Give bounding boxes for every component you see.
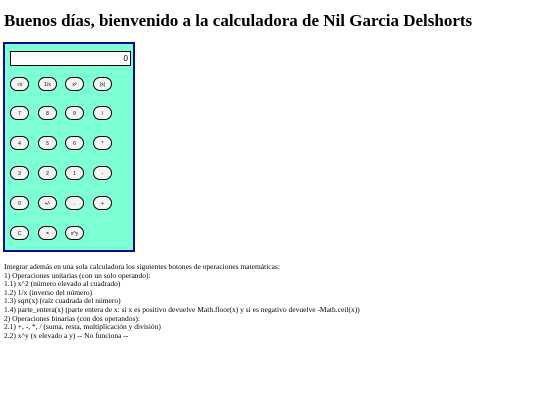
equals-button[interactable]: =	[38, 226, 57, 240]
digit-4-button[interactable]: 4	[10, 136, 29, 150]
instructions-line: 2.1) +, -, *, / (suma, resta, multiplicación y división)	[4, 322, 161, 332]
subtract-button[interactable]: -	[93, 166, 112, 180]
digit-9-button[interactable]: 9	[65, 106, 84, 120]
multiply-button[interactable]: *	[93, 136, 112, 150]
add-button[interactable]: +	[93, 196, 112, 210]
negate-button[interactable]: +/-	[38, 196, 57, 210]
instructions-intro: Integrar además en una sola calculadora los siguientes botones de operaciones matemáticas:	[4, 262, 280, 271]
square-button[interactable]: x²	[65, 77, 84, 91]
digit-7-button[interactable]: 7	[10, 106, 29, 120]
digit-2-button[interactable]: 2	[38, 166, 57, 180]
calculator-display: 0	[10, 51, 131, 66]
reciprocal-button[interactable]: 1/x	[38, 77, 57, 91]
calculator	[3, 42, 135, 252]
instructions-line: 1.2) 1/x (inverso del número)	[4, 287, 93, 297]
digit-0-button[interactable]: 0	[10, 196, 29, 210]
instructions-line: 1.4) parte_entera(x) (parte entera de x: si x es positivo devuelve Math.floor(x) y si es negativo devuelve -Math.ceil(x))	[4, 304, 360, 314]
decimal-point-button[interactable]: .	[65, 196, 84, 210]
power-button[interactable]: x^y	[65, 226, 84, 240]
digit-1-button[interactable]: 1	[65, 166, 84, 180]
instructions-line: 1.1) x^2 (número elevado al cuadrado)	[4, 279, 121, 289]
sqrt-button[interactable]: √x	[10, 77, 29, 91]
clear-button[interactable]: C	[10, 226, 29, 240]
integer-part-button[interactable]: |x|	[93, 77, 112, 91]
digit-3-button[interactable]: 3	[10, 166, 29, 180]
instructions-text	[4, 263, 360, 340]
digit-8-button[interactable]: 8	[38, 106, 57, 120]
instructions-line: 2.2) x^y (x elevado a y) -- No funciona --	[4, 330, 129, 340]
instructions-line: 1) Operaciones unitarias (con un solo operando):	[4, 270, 151, 280]
digit-6-button[interactable]: 6	[65, 136, 84, 150]
instructions-line: 2) Operaciones binarias (con dos operandos):	[4, 313, 140, 323]
instructions-line: 1.3) sqrt(x) (raíz cuadrada del número)	[4, 296, 121, 306]
digit-5-button[interactable]: 5	[38, 136, 57, 150]
page-title: Buenos días, bienvenido a la calculadora de Nil Garcia Delshorts	[4, 11, 473, 30]
divide-button[interactable]: /	[93, 106, 112, 120]
